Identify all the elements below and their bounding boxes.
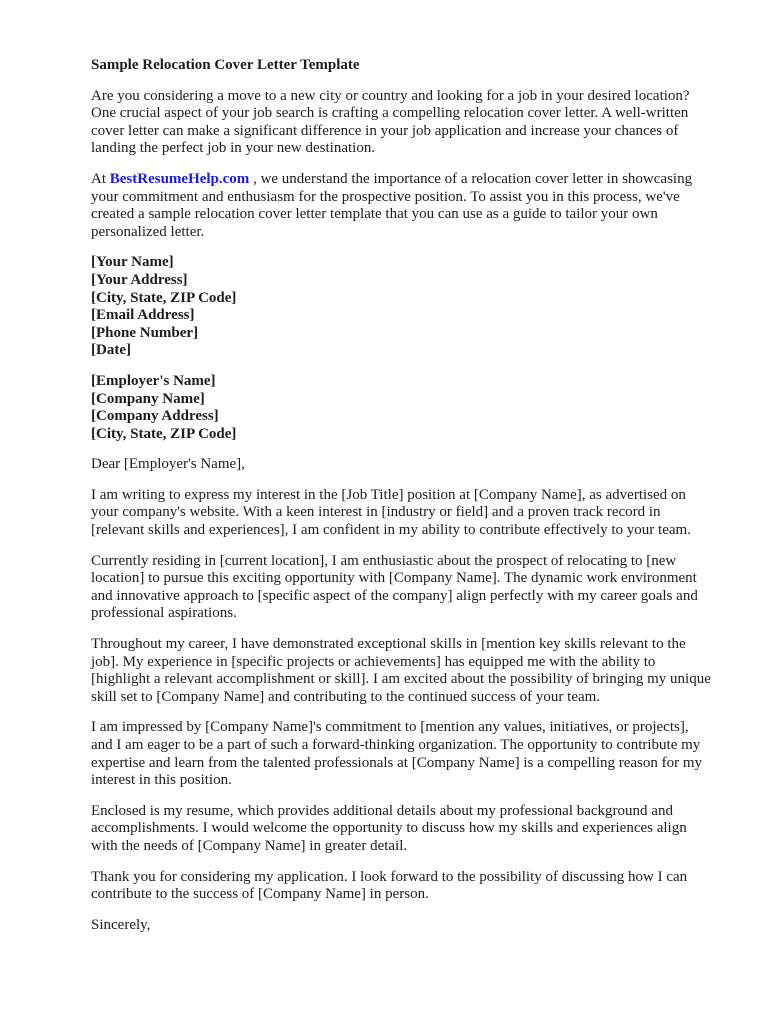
recipient-line-company-address: [Company Address] (91, 408, 219, 425)
closing: Sincerely, (91, 916, 151, 933)
sender-line-phone: [Phone Number] (91, 324, 199, 341)
body-paragraph-company-values: I am impressed by [Company Name]'s commitment to [mention any values, initiatives, or projects], and I am eager to be a part of such a forward-thinking organization. The opportunity to contribute my expertise and learn from the talented professionals at [Company Name] is a compelling reason for my interest in this position. (91, 719, 703, 789)
recipient-line-employer-name: [Employer's Name] (91, 372, 216, 389)
recipient-line-city-state-zip: [City, State, ZIP Code] (91, 425, 237, 442)
body-paragraph-resume-enclosed: Enclosed is my resume, which provides additional details about my professional background and accomplishments. I would welcome the opportunity to discuss how my skills and experiences align with the needs of [Company Name] in greater detail. (91, 802, 687, 854)
sender-line-name: [Your Name] (91, 254, 174, 271)
body-paragraph-interest: I am writing to express my interest in the [Job Title] position at [Company Name], as advertised on your company's website. With a keen interest in [industry or field] and a proven track record in [relevant skills and experiences], I am confident in my ability to contribute effectively to your team. (91, 486, 691, 539)
intro-paragraph: Are you considering a move to a new city or country and looking for a job in your desired location? One crucial aspect of your job search is crafting a compelling relocation cover letter. A well-written cover letter can make a significant difference in your job application and increase your chances of landing the perfect job in your new destination. (91, 87, 690, 157)
body-paragraph-skills: Throughout my career, I have demonstrated exceptional skills in [mention key skills relevant to the job]. My experience in [specific projects or achievements] has equipped me with the ability to [highlight a relevant accomplishment or skill]. I am excited about the possibility of bringing my unique skill set to [Company Name] and contributing to the continued success of your team. (91, 636, 711, 705)
body-paragraph-relocation: Currently residing in [current location], I am enthusiastic about the prospect of relocating to [new location] to pursue this exciting opportunity with [Company Name]. The dynamic work environment and innovative approach to [specific aspect of the company] align perfectly with my career goals and professional aspirations. (91, 552, 698, 622)
document-title: Sample Relocation Cover Letter Template (91, 57, 360, 73)
sender-info-block (91, 254, 711, 360)
recipient-info-block (91, 373, 711, 443)
recipient-line-company-name: [Company Name] (91, 390, 205, 407)
sender-line-date: [Date] (91, 342, 131, 359)
body-paragraph-thank-you: Thank you for considering my application. I look forward to the possibility of discussing how I can contribute to the success of [Company Name] in person. (91, 868, 688, 903)
bestresumehelp-link[interactable]: BestResumeHelp.com (109, 170, 250, 187)
sender-line-address: [Your Address] (91, 271, 188, 288)
sender-line-city-state-zip: [City, State, ZIP Code] (91, 289, 237, 306)
sender-line-email: [Email Address] (91, 307, 195, 324)
brand-paragraph (91, 171, 711, 241)
salutation: Dear [Employer's Name], (91, 456, 245, 473)
brand-paragraph-prefix: At (91, 170, 110, 187)
brand-paragraph-suffix: , we understand the importance of a relocation cover letter in showcasing your commitment and enthusiasm for the prospective position. To assist you in this process, we've created a sample relocation cover letter template that you can use as a guide to tailor your own personalized letter. (91, 170, 693, 240)
